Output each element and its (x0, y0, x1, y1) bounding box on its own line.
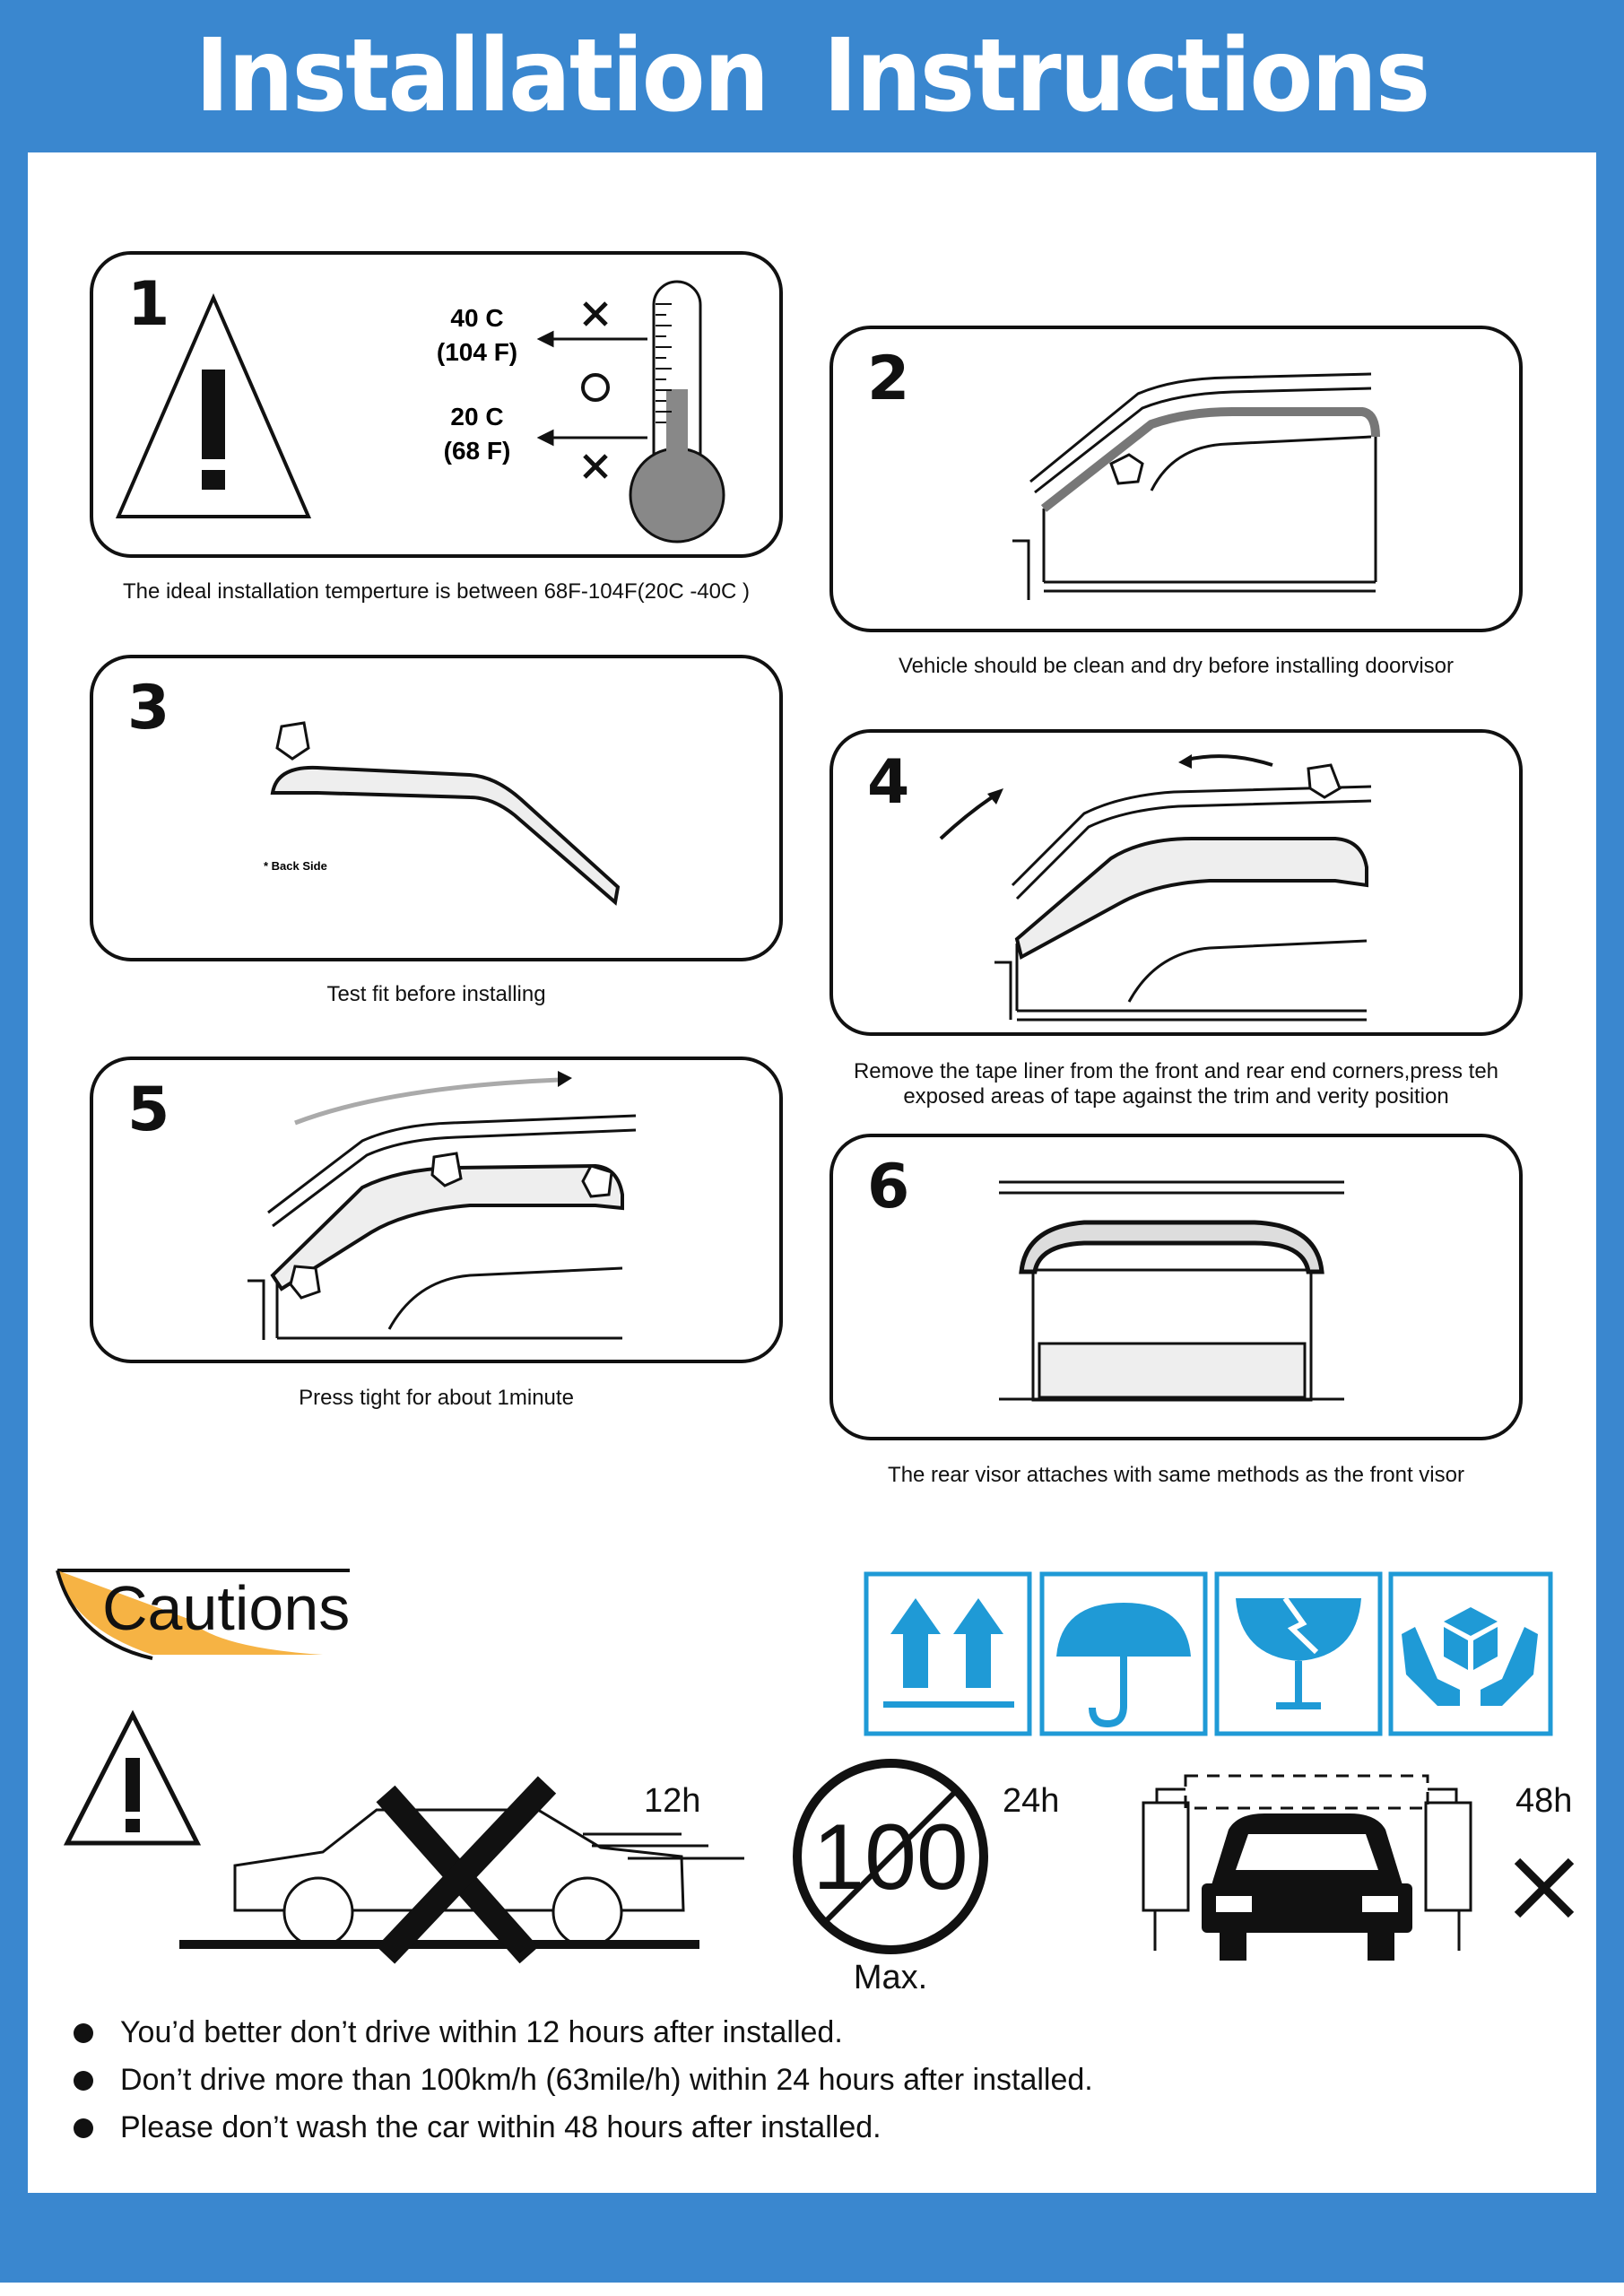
step-number: 6 (867, 1152, 910, 1222)
temp-high-fahrenheit: (104 F) (436, 338, 518, 366)
visor-shape (1017, 839, 1367, 957)
speed-limit-icon (797, 1763, 984, 1950)
fragile-glass-icon (1236, 1598, 1361, 1709)
step-4-panel (829, 729, 1523, 1036)
step-number: 5 (127, 1074, 170, 1145)
step-number: 1 (127, 269, 170, 340)
handle-with-care-icon (1402, 1607, 1538, 1706)
motion-arrow (295, 1080, 560, 1123)
caution-time-24h: 24h (1003, 1782, 1060, 1820)
step-2-panel (829, 326, 1523, 632)
arrow-icon (1187, 756, 1272, 765)
cross-icon (585, 303, 606, 477)
clean-door-illustration (833, 329, 1526, 636)
this-way-up-icon (883, 1598, 1014, 1708)
bullet-dot (74, 2118, 93, 2138)
cleaning-hand-icon (1111, 455, 1142, 483)
bottom-strip (0, 2283, 1624, 2296)
step-6-caption: The rear visor attaches with same methods as the front visor (888, 1463, 1464, 1487)
temperature-illustration (93, 255, 786, 561)
caution-text: You’d better don’t drive within 12 hours after installed. (120, 2015, 843, 2049)
list-item (74, 2009, 1093, 2057)
step-number: 3 (127, 673, 170, 744)
list-item (74, 2057, 1093, 2104)
visor-shape (1021, 1222, 1322, 1272)
thermometer-icon (630, 282, 724, 542)
step-1-panel (90, 251, 783, 558)
temp-low-celsius: 20 C (450, 403, 504, 430)
caution-list (74, 2009, 1093, 2152)
temp-low-fahrenheit: (68 F) (443, 437, 511, 465)
step-5-panel (90, 1057, 783, 1363)
speed-value: 100 (812, 1805, 968, 1909)
step-4-caption-line-1: Remove the tape liner from the front and rear end corners,press teh (853, 1059, 1499, 1083)
temp-high-celsius: 40 C (450, 304, 504, 332)
arrow-icon (941, 796, 994, 839)
temperature-arrows (540, 333, 647, 444)
visor-testfit-illustration (93, 658, 786, 965)
hand-icon (1308, 765, 1340, 797)
speed-max-label: Max. (853, 1959, 928, 1991)
cross-icon (1517, 1861, 1571, 1915)
step-4-caption-line-2: exposed areas of tape against the trim and verity position (903, 1084, 1449, 1109)
list-item (74, 2104, 1093, 2152)
step-5-caption: Press tight for about 1minute (299, 1386, 574, 1410)
caution-text: Don’t drive more than 100km/h (63mile/h) within 24 hours after installed. (120, 2063, 1093, 2097)
step-2-caption: Vehicle should be clean and dry before installing doorvisor (898, 654, 1455, 678)
page-title: Installation Instructions (195, 18, 1429, 135)
hand-icon (583, 1166, 612, 1196)
cautions-title: Cautions (102, 1573, 351, 1643)
hand-icon (291, 1266, 319, 1298)
caution-time-48h: 48h (1515, 1782, 1573, 1820)
bullet-dot (74, 2023, 93, 2043)
exclamation-bar (202, 370, 225, 459)
car-wash-icon (1143, 1776, 1471, 1961)
bullet-dot (74, 2071, 93, 2091)
step-number: 2 (867, 344, 910, 414)
caution-time-12h: 12h (644, 1782, 701, 1820)
cautions-banner (54, 1565, 395, 1664)
step-number: 4 (867, 747, 910, 818)
caution-text: Please don’t wash the car within 48 hours after installed. (120, 2110, 881, 2144)
hand-icon (277, 723, 308, 759)
visor-shape (273, 768, 618, 902)
back-side-note: * Back Side (264, 859, 327, 873)
step-1-caption: The ideal installation temperture is between 68F-104F(20C -40C ) (122, 579, 750, 604)
caution-illustrations (54, 1704, 1596, 1991)
rear-visor-illustration (833, 1137, 1526, 1444)
tape-liner-illustration (833, 733, 1526, 1039)
step-3-panel (90, 655, 783, 961)
step-3-caption: Test fit before installing (326, 982, 546, 1006)
press-visor-illustration (93, 1060, 786, 1367)
step-6-panel (829, 1134, 1523, 1440)
ok-circle-icon (583, 375, 608, 400)
